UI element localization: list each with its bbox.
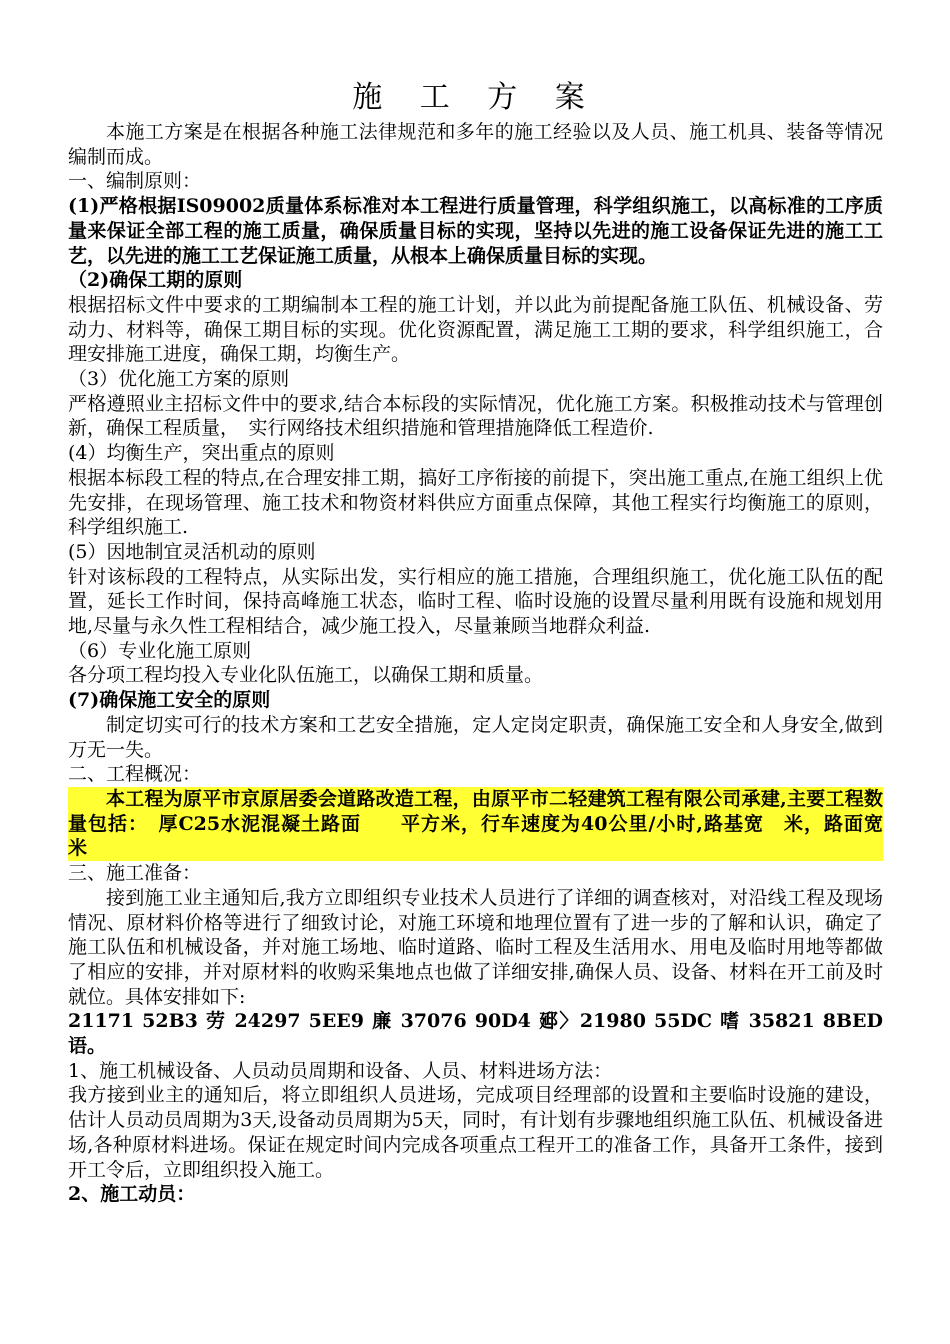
overview-paragraph: 本工程为原平市京原居委会道路改造工程，由原平市二轻建筑工程有限公司承建,主要工程数量包括： 厚C25水泥混凝土路面 平方米，行车速度为40公里/小时,路基宽 米，路面宽 米 (68, 787, 909, 860)
intro-paragraph: 本施工方案是在根据各种施工法律规范和多年的施工经验以及人员、施工机具、装备等情况编制而成。 (68, 121, 883, 168)
principle-1-paragraph: (1)严格根据IS09002质量体系标准对本工程进行质量管理，科学组织施工，以高标准的工序质量来保证全部工程的施工质量，确保质量目标的实现，坚持以先进的施工设备保证先进的施工工艺，以先进的施工工艺保证施工质量，从根本上确保质量目标的实现。 (68, 195, 883, 267)
subsection-1-paragraph: 我方接到业主的通知后，将立即组织人员进场，完成项目经理部的设置和主要临时设施的建设，估计人员动员周期为3天,设备动员周期为5天，同时，有计划有步骤地组织施工队伍、机械设备进场,各种原材料进场。保证在规定时间内完成各项重点工程开工的准备工作，具备开工条件，接到开工令后，立即组织投入施工。 (68, 1084, 883, 1181)
principle-2-heading: （2)确保工期的原则 (68, 269, 243, 292)
principle-6-heading: （6）专业化施工原则 (68, 639, 252, 662)
principle-4-heading: (4）均衡生产，突出重点的原则 (68, 442, 335, 465)
principle-5-paragraph: 针对该标段的工程特点，从实际出发，实行相应的施工措施，合理组织施工，优化施工队伍的配置，延长工作时间，保持高峰施工状态，临时工程、临时设施的设置尽量利用既有设施和规划用地,尽量与永久性工程相结合，减少施工投入，尽量兼顾当地群众利益. (68, 565, 883, 638)
principle-5-heading: (5）因地制宜灵活机动的原则 (68, 540, 316, 563)
principle-3-heading: （3）优化施工方案的原则 (68, 368, 290, 391)
section-heading-overview: 二、工程概况： (68, 763, 202, 786)
subsection-1-heading: 1、施工机械设备、人员动员周期和设备、人员、材料进场方法： (68, 1059, 613, 1082)
principle-3-paragraph: 严格遵照业主招标文件中的要求,结合本标段的实际情况，优化施工方案。积极推动技术与管理创新，确保工程质量， 实行网络技术组织措施和管理措施降低工程造价. (68, 392, 883, 440)
section-heading-preparation: 三、施工准备： (68, 862, 202, 885)
code-line: 21171 52B3 劳 24297 5EE9 廉 37076 90D4 郔〉21980 55DC 嗜 35821 8BED 语。 (68, 1010, 883, 1058)
document-page (68, 78, 909, 1207)
principle-6-paragraph: 各分项工程均投入专业化队伍施工，以确保工期和质量。 (68, 664, 544, 687)
principle-4-paragraph: 根据本标段工程的特点,在合理安排工期，搞好工序衔接的前提下，突出施工重点,在施工组织上优先安排，在现场管理、施工技术和物资材料供应方面重点保障，其他工程实行均衡施工的原则，科学组织施工. (68, 466, 883, 539)
subsection-2-heading: 2、施工动员： (68, 1183, 196, 1206)
section-heading-principles: 一、编制原则： (68, 170, 202, 193)
preparation-paragraph: 接到施工业主通知后,我方立即组织专业技术人员进行了详细的调查核对，对沿线工程及现场情况、原材料价格等进行了细致讨论，对施工环境和地理位置有了进一步的了解和认识，确定了施工队伍和机械设备，并对施工场地、临时道路、临时工程及生活用水、用电及临时用地等都做了相应的安排，并对原材料的收购采集地点也做了详细安排,确保人员、设备、材料在开工前及时就位。具体安排如下: (68, 886, 883, 1008)
principle-7-heading: (7)确保施工安全的原则 (68, 689, 271, 712)
principle-7-paragraph: 制定切实可行的技术方案和工艺安全措施，定人定岗定职责，确保施工安全和人身安全,做到万无一失。 (68, 713, 883, 761)
page-title: 施 工 方 案 (352, 80, 599, 115)
principle-2-paragraph: 根据招标文件中要求的工期编制本工程的施工计划，并以此为前提配备施工队伍、机械设备、劳动力、材料等，确保工期目标的实现。优化资源配置，满足施工工期的要求，科学组织施工，合理安排施工进度，确保工期，均衡生产。 (68, 293, 883, 366)
